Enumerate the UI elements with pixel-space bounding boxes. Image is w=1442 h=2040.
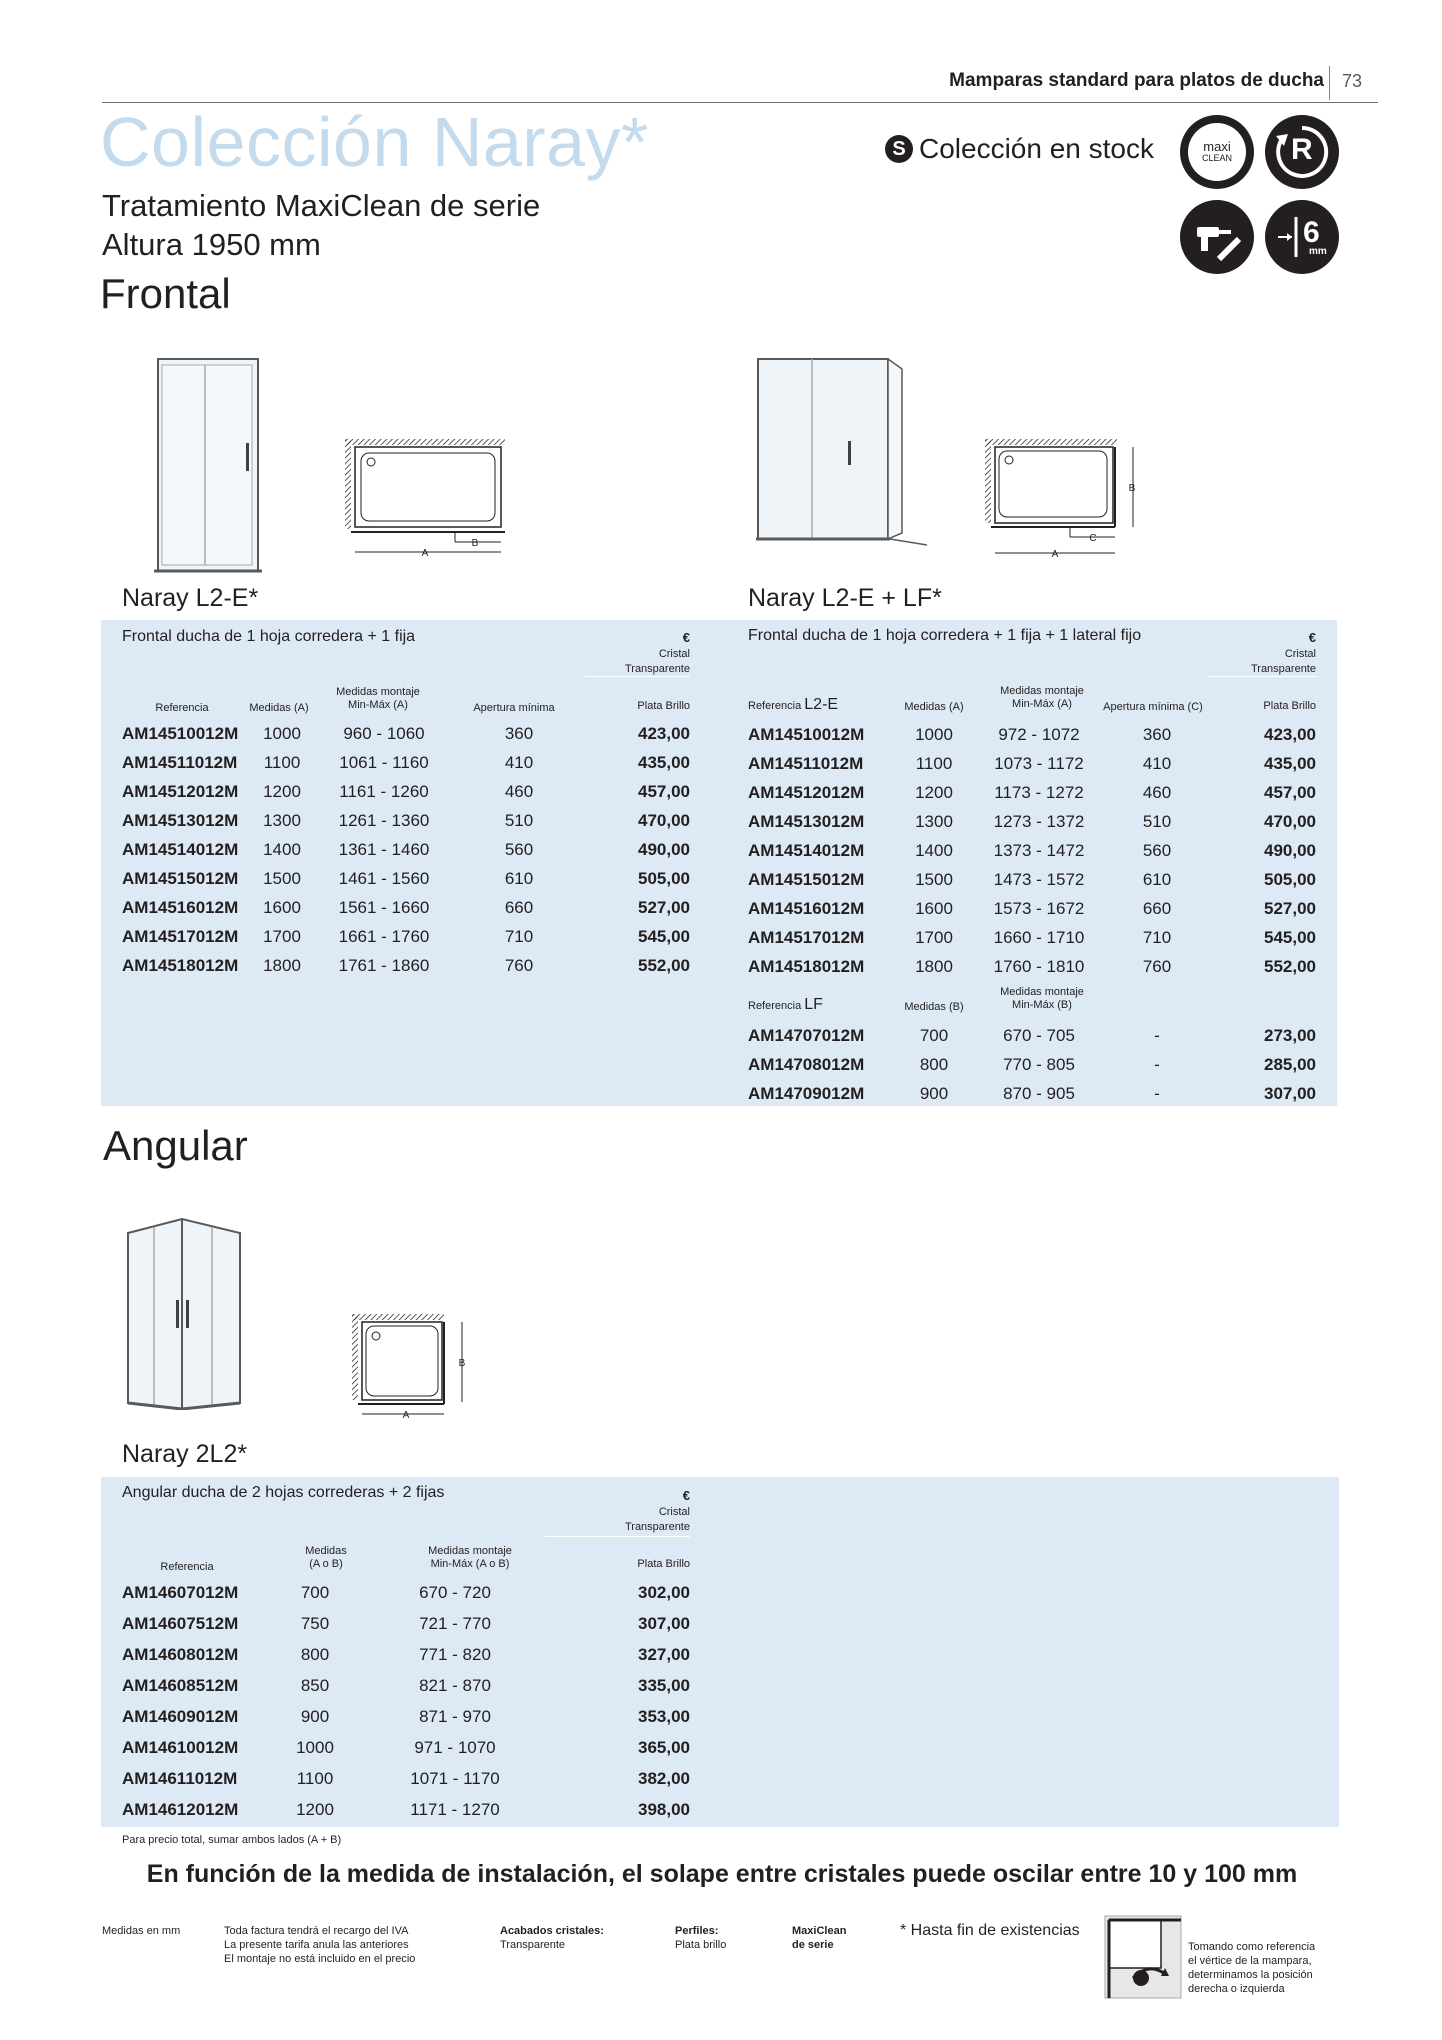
- cell-mount: 670 - 705: [1003, 1025, 1075, 1045]
- cell-price: 382,00: [638, 1768, 690, 1788]
- cell-price: 398,00: [638, 1799, 690, 1819]
- dim-a-label: A: [421, 548, 429, 559]
- cell-ref: AM14514012M: [748, 840, 865, 860]
- glass-mm-text: mm: [1309, 246, 1327, 257]
- cell-price: 505,00: [638, 868, 690, 888]
- l2elf-col-mount: [982, 685, 1102, 711]
- cell-price: 490,00: [1264, 840, 1316, 860]
- subtitle-treatment: Tratamiento MaxiClean de serie: [102, 188, 541, 223]
- l2elf-glass-line2: Transparente: [1250, 663, 1316, 675]
- cell-mount: 871 - 970: [419, 1706, 491, 1726]
- l2elf-description: Frontal ducha de 1 hoja corredera + 1 fija + 1 lateral fijo: [748, 627, 1142, 644]
- cell-ref: AM14515012M: [748, 869, 865, 889]
- cell-ref: AM14609012M: [122, 1706, 239, 1726]
- cell-mount: 1473 - 1572: [993, 869, 1085, 889]
- cell-opening: 560: [1142, 840, 1172, 860]
- collection-title: Colección Naray*: [100, 103, 649, 181]
- lf-col-mount-1: Medidas montaje: [1000, 986, 1084, 998]
- clean-text: CLEAN: [1201, 153, 1232, 163]
- table-row: [122, 835, 690, 864]
- table-row: [122, 777, 690, 806]
- cell-size: 1500: [915, 869, 953, 889]
- stock-icon: S: [885, 135, 913, 163]
- page-number: 73: [1342, 71, 1363, 91]
- cell-ref: AM14708012M: [748, 1054, 865, 1074]
- cell-price: 327,00: [638, 1644, 690, 1664]
- lf-col-mount-2: Min-Máx (B): [1012, 999, 1072, 1011]
- twol2-col-mount-1: Medidas montaje: [428, 1545, 512, 1557]
- cell-mount: 770 - 805: [1003, 1054, 1075, 1074]
- cell-price: 423,00: [638, 723, 690, 743]
- cell-price: 302,00: [638, 1582, 690, 1602]
- cell-mount: 1171 - 1270: [410, 1799, 500, 1819]
- cell-size: 1800: [263, 955, 301, 975]
- cell-mount: 1461 - 1560: [338, 868, 430, 888]
- cell-size: 700: [919, 1025, 949, 1045]
- l2e-price-header: [580, 630, 690, 677]
- l2e-price-rule: [585, 676, 690, 677]
- footer-maxiclean: [792, 1924, 846, 1952]
- cell-opening: 510: [1142, 811, 1172, 831]
- reversible-letter: R: [1291, 133, 1313, 166]
- twol2-col-size: [285, 1545, 367, 1571]
- footer-glass: [500, 1924, 604, 1952]
- table-row: [122, 1670, 690, 1701]
- l2elf-price-header: [1206, 630, 1316, 677]
- table-row: [748, 1021, 1316, 1050]
- footer-profiles-label: Perfiles:: [675, 1925, 719, 1937]
- cell-ref: AM14512012M: [748, 782, 865, 802]
- cell-size: 1100: [915, 753, 953, 773]
- table-row: [748, 778, 1316, 807]
- maxi-text: maxi: [1203, 139, 1231, 154]
- cell-size: 1700: [263, 926, 301, 946]
- lf-col-ref-text: Referencia: [748, 1000, 802, 1012]
- cell-mount: 1573 - 1672: [993, 898, 1085, 918]
- cell-price: 552,00: [1264, 956, 1316, 976]
- section-frontal: Frontal: [100, 270, 231, 317]
- cell-price: 470,00: [1264, 811, 1316, 831]
- twol2-col-size-2: (A o B): [309, 1558, 343, 1570]
- table-row: [748, 807, 1316, 836]
- cell-mount: 1661 - 1760: [338, 926, 430, 946]
- footer-maxiclean-1: MaxiClean: [792, 1925, 847, 1937]
- table-row: [122, 893, 690, 922]
- table-row: [748, 1050, 1316, 1079]
- cell-price: 285,00: [1264, 1054, 1316, 1074]
- table-row: [122, 1763, 690, 1794]
- cell-ref: AM14516012M: [748, 898, 865, 918]
- cell-ref: AM14510012M: [122, 723, 239, 743]
- cell-mount: 1273 - 1372: [993, 811, 1085, 831]
- cell-price: 527,00: [1264, 898, 1316, 918]
- cell-mount: 1361 - 1460: [338, 839, 430, 859]
- header-title: Mamparas standard para platos de ducha: [949, 70, 1324, 91]
- lf-col-mount: [982, 986, 1102, 1012]
- cell-mount: 771 - 820: [419, 1644, 491, 1664]
- l2elf-col-finish: Plata Brillo: [1263, 700, 1316, 712]
- twol2-col-mount-2: Min-Máx (A o B): [430, 1558, 510, 1570]
- dim-b-label-2: B: [1128, 483, 1136, 494]
- cell-price: 490,00: [638, 839, 690, 859]
- cell-opening: 410: [1142, 753, 1172, 773]
- footer-ref-note-3: determinamos la posición: [1188, 1969, 1313, 1981]
- cell-opening: 360: [504, 723, 534, 743]
- table-row: [122, 1794, 690, 1825]
- cell-price: 423,00: [1264, 724, 1316, 744]
- l2e-glass-line1: Cristal: [658, 648, 690, 660]
- cell-opening: 760: [1142, 956, 1172, 976]
- cell-price: 527,00: [638, 897, 690, 917]
- twol2-price-header: [580, 1488, 690, 1535]
- cell-size: 1700: [915, 927, 953, 947]
- l2e-glass-line2: Transparente: [624, 663, 690, 675]
- table-row: [748, 952, 1316, 981]
- cell-ref: AM14516012M: [122, 897, 239, 917]
- l2e-col-mount: [318, 686, 438, 712]
- twol2-footnote: Para precio total, sumar ambos lados (A + B): [122, 1834, 342, 1846]
- cell-ref: AM14518012M: [748, 956, 865, 976]
- cell-opening: 360: [1142, 724, 1172, 744]
- cell-price: 307,00: [1264, 1083, 1316, 1103]
- table-row: [122, 1701, 690, 1732]
- lf-col-size: Medidas (B): [904, 1001, 964, 1013]
- twol2-col-finish: Plata Brillo: [637, 1558, 690, 1570]
- twol2-glass-line1: Cristal: [658, 1506, 690, 1518]
- cell-ref: AM14513012M: [122, 810, 239, 830]
- maxiclean-badge-icon: [1180, 115, 1254, 189]
- l2e-description: Frontal ducha de 1 hoja corredera + 1 fija: [122, 628, 416, 645]
- cell-opening: 410: [504, 752, 534, 772]
- table-row: [122, 719, 690, 748]
- l2e-price-table: [122, 719, 690, 980]
- l2elf-col-ref-tag: L2-E: [804, 696, 839, 713]
- l2elf-glass-line1: Cristal: [1284, 648, 1316, 660]
- cell-mount: 1373 - 1472: [993, 840, 1085, 860]
- cell-size: 700: [300, 1582, 330, 1602]
- cell-size: 750: [300, 1613, 330, 1633]
- cell-ref: AM14610012M: [122, 1737, 239, 1757]
- l2e-col-opening: Apertura mínima: [473, 702, 555, 714]
- cell-opening: 710: [504, 926, 534, 946]
- drill-install-badge-icon: [1180, 200, 1254, 274]
- cell-opening: -: [1154, 1025, 1160, 1045]
- cell-price: 545,00: [638, 926, 690, 946]
- cell-ref: AM14510012M: [748, 724, 865, 744]
- table-row: [748, 923, 1316, 952]
- cell-ref: AM14607512M: [122, 1613, 239, 1633]
- reversible-badge-icon: [1265, 115, 1339, 189]
- footer-maxiclean-2: de serie: [792, 1939, 834, 1951]
- footer-invoice-1: Toda factura tendrá el recargo del IVA: [224, 1925, 409, 1937]
- cell-size: 1600: [263, 897, 301, 917]
- table-row: [122, 951, 690, 980]
- twol2-description: Angular ducha de 2 hojas correderas + 2 fijas: [122, 1484, 445, 1501]
- cell-price: 307,00: [638, 1613, 690, 1633]
- cell-price: 273,00: [1264, 1025, 1316, 1045]
- table-row: [748, 1079, 1316, 1108]
- footer-reference-note: [1188, 1940, 1315, 1996]
- dim-c-label: C: [1089, 533, 1097, 544]
- twol2-enclosure-illustration: [122, 1215, 252, 1410]
- l2elf-col-opening: Apertura mínima (C): [1103, 701, 1203, 713]
- l2elf-price-rule: [1208, 676, 1316, 677]
- cell-price: 457,00: [1264, 782, 1316, 802]
- cell-mount: 1173 - 1272: [994, 782, 1084, 802]
- stock-label: [885, 133, 1154, 165]
- table-row: [748, 836, 1316, 865]
- cell-mount: 870 - 905: [1003, 1083, 1075, 1103]
- cell-size: 1600: [915, 898, 953, 918]
- twol2-price-table: [122, 1577, 690, 1825]
- l2e-col-finish: Plata Brillo: [637, 700, 690, 712]
- cell-ref: AM14709012M: [748, 1083, 865, 1103]
- cell-price: 470,00: [638, 810, 690, 830]
- l2e-product-name: Naray L2-E*: [122, 584, 259, 612]
- cell-size: 1100: [263, 752, 301, 772]
- cell-mount: 670 - 720: [419, 1582, 491, 1602]
- twol2-currency: €: [682, 1488, 690, 1503]
- lf-col-ref-tag: LF: [804, 996, 823, 1013]
- cell-opening: 510: [504, 810, 534, 830]
- dim-b-label-3: B: [458, 1358, 466, 1369]
- table-row: [122, 922, 690, 951]
- footer-profiles-value: Plata brillo: [675, 1939, 727, 1951]
- cell-opening: 760: [504, 955, 534, 975]
- cell-ref: AM14608012M: [122, 1644, 239, 1664]
- cell-opening: 460: [504, 781, 534, 801]
- table-row: [122, 806, 690, 835]
- l2e-col-size: Medidas (A): [249, 702, 309, 714]
- cell-ref: AM14511012M: [122, 752, 238, 772]
- cell-price: 552,00: [638, 955, 690, 975]
- dim-a-label-3: A: [402, 1410, 410, 1421]
- cell-size: 1300: [263, 810, 301, 830]
- collection-subtitle: [102, 186, 540, 264]
- cell-mount: 721 - 770: [419, 1613, 491, 1633]
- l2e-plan-diagram: [345, 435, 525, 565]
- cell-size: 1400: [263, 839, 301, 859]
- cell-ref: AM14612012M: [122, 1799, 239, 1819]
- twol2-plan-diagram: [352, 1310, 472, 1422]
- cell-ref: AM14707012M: [748, 1025, 865, 1045]
- cell-size: 1000: [915, 724, 953, 744]
- cell-mount: 1561 - 1660: [338, 897, 430, 917]
- cell-opening: 710: [1142, 927, 1172, 947]
- l2elf-col-mount-1: Medidas montaje: [1000, 685, 1084, 697]
- header-separator: [1329, 66, 1330, 100]
- cell-mount: 1071 - 1170: [410, 1768, 500, 1788]
- cell-ref: AM14513012M: [748, 811, 865, 831]
- cell-size: 850: [300, 1675, 330, 1695]
- glass-6-text: 6: [1303, 216, 1320, 249]
- cell-ref: AM14514012M: [122, 839, 239, 859]
- cell-size: 900: [300, 1706, 330, 1726]
- l2e-col-mount-1: Medidas montaje: [336, 686, 420, 698]
- section-angular: Angular: [103, 1122, 248, 1169]
- dim-b-label: B: [471, 538, 479, 549]
- cell-size: 1400: [915, 840, 953, 860]
- reference-corner-icon: [1103, 1914, 1183, 2000]
- cell-ref: AM14515012M: [122, 868, 239, 888]
- footer-ref-note-2: el vértice de la mampara,: [1188, 1955, 1312, 1967]
- table-row: [122, 1608, 690, 1639]
- twol2-col-size-1: Medidas: [305, 1545, 347, 1557]
- table-row: [122, 1732, 690, 1763]
- cell-ref: AM14518012M: [122, 955, 239, 975]
- cell-size: 1200: [915, 782, 953, 802]
- cell-mount: 971 - 1070: [414, 1737, 496, 1757]
- cell-mount: 1761 - 1860: [338, 955, 430, 975]
- footer-ref-note-4: derecha o izquierda: [1188, 1983, 1285, 1995]
- cell-opening: 610: [504, 868, 534, 888]
- cell-size: 1200: [263, 781, 301, 801]
- table-row: [748, 894, 1316, 923]
- cell-price: 353,00: [638, 1706, 690, 1726]
- l2e-currency: €: [682, 630, 690, 645]
- footer-units: Medidas en mm: [102, 1925, 181, 1937]
- cell-price: 435,00: [1264, 753, 1316, 773]
- cell-mount: 972 - 1072: [998, 724, 1080, 744]
- l2elf-col-size: Medidas (A): [904, 701, 964, 713]
- l2elf-col-mount-2: Min-Máx (A): [1012, 698, 1072, 710]
- cell-ref: AM14611012M: [122, 1768, 238, 1788]
- cell-ref: AM14517012M: [122, 926, 239, 946]
- cell-price: 335,00: [638, 1675, 690, 1695]
- footer-glass-value: Transparente: [500, 1939, 566, 1951]
- twol2-glass-line2: Transparente: [624, 1521, 690, 1533]
- cell-ref: AM14511012M: [748, 753, 864, 773]
- twol2-col-mount: [410, 1545, 530, 1571]
- cell-price: 505,00: [1264, 869, 1316, 889]
- l2elf-product-name: Naray L2-E + LF*: [748, 584, 942, 612]
- footer-stock-note: * Hasta fin de existencias: [900, 1922, 1080, 1939]
- cell-size: 900: [919, 1083, 949, 1103]
- lf-price-table: [748, 1021, 1316, 1108]
- l2elf-col-ref: [748, 698, 838, 713]
- table-row: [122, 1577, 690, 1608]
- cell-price: 457,00: [638, 781, 690, 801]
- cell-size: 1100: [296, 1768, 334, 1788]
- cell-price: 365,00: [638, 1737, 690, 1757]
- cell-opening: 660: [1142, 898, 1172, 918]
- cell-ref: AM14517012M: [748, 927, 865, 947]
- cell-opening: 610: [1142, 869, 1172, 889]
- cell-size: 800: [919, 1054, 949, 1074]
- cell-size: 800: [300, 1644, 330, 1664]
- cell-mount: 1660 - 1710: [993, 927, 1085, 947]
- subtitle-height: Altura 1950 mm: [102, 227, 321, 262]
- glass-6mm-badge-icon: [1265, 200, 1339, 274]
- cell-price: 545,00: [1264, 927, 1316, 947]
- l2elf-currency: €: [1308, 630, 1316, 645]
- cell-size: 1300: [915, 811, 953, 831]
- cell-size: 1800: [915, 956, 953, 976]
- cell-ref: AM14608512M: [122, 1675, 239, 1695]
- lf-col-ref: [748, 998, 823, 1013]
- cell-mount: 1061 - 1160: [339, 752, 429, 772]
- l2e-enclosure-illustration: [150, 355, 270, 580]
- l2e-col-ref: Referencia: [155, 702, 209, 714]
- cell-ref: AM14512012M: [122, 781, 239, 801]
- cell-size: 1000: [296, 1737, 334, 1757]
- dim-a-label-2: A: [1051, 549, 1059, 560]
- cell-mount: 1261 - 1360: [338, 810, 430, 830]
- footer-profiles: [675, 1924, 726, 1952]
- l2e-col-mount-2: Min-Máx (A): [348, 699, 408, 711]
- cell-opening: 660: [504, 897, 534, 917]
- footer-glass-label: Acabados cristales:: [500, 1925, 604, 1937]
- footer-invoice: [224, 1924, 415, 1966]
- twol2-product-name: Naray 2L2*: [122, 1440, 248, 1468]
- table-row: [122, 1639, 690, 1670]
- stock-text: Colección en stock: [919, 133, 1155, 164]
- footer-ref-note-1: Tomando como referencia: [1188, 1941, 1316, 1953]
- cell-size: 1500: [263, 868, 301, 888]
- twol2-col-ref: Referencia: [160, 1561, 214, 1573]
- cell-size: 1200: [296, 1799, 334, 1819]
- cell-opening: -: [1154, 1083, 1160, 1103]
- table-row: [748, 749, 1316, 778]
- table-row: [122, 748, 690, 777]
- cell-opening: 560: [504, 839, 534, 859]
- l2elf-col-ref-text: Referencia: [748, 700, 802, 712]
- table-row: [748, 720, 1316, 749]
- footer-invoice-2: La presente tarifa anula las anteriores: [224, 1939, 409, 1951]
- table-row: [122, 864, 690, 893]
- cell-mount: 821 - 870: [419, 1675, 491, 1695]
- cell-mount: 960 - 1060: [343, 723, 425, 743]
- l2elf-price-table: [748, 720, 1316, 981]
- l2elf-plan-diagram: [985, 435, 1145, 565]
- l2elf-enclosure-illustration: [752, 355, 937, 550]
- twol2-price-rule: [545, 1536, 690, 1537]
- cell-price: 435,00: [638, 752, 690, 772]
- overlap-note: En función de la medida de instalación, el solape entre cristales puede oscilar entre 10 y 100 mm: [146, 1860, 1298, 1888]
- cell-mount: 1073 - 1172: [994, 753, 1084, 773]
- cell-mount: 1760 - 1810: [993, 956, 1085, 976]
- cell-opening: -: [1154, 1054, 1160, 1074]
- footer-invoice-3: El montaje no está incluido en el precio: [224, 1953, 416, 1965]
- cell-mount: 1161 - 1260: [339, 781, 429, 801]
- cell-ref: AM14607012M: [122, 1582, 239, 1602]
- cell-size: 1000: [263, 723, 301, 743]
- table-row: [748, 865, 1316, 894]
- cell-opening: 460: [1142, 782, 1172, 802]
